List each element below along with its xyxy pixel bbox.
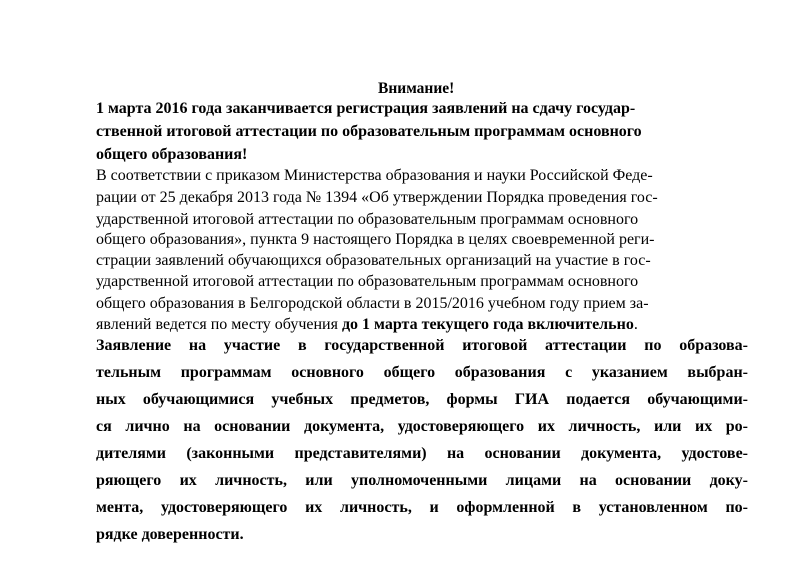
heading-line: общего образования! (96, 146, 248, 163)
body-last-line (96, 316, 638, 334)
body-last-end-text: . (633, 316, 638, 333)
body-line: В соответствии с приказом Министерства образования и науки Российской Феде- (96, 167, 653, 184)
heading-line: 1 марта 2016 года заканчивается регистрация заявлений на сдачу государ- (96, 100, 636, 117)
notice-line: мента, удостоверяющего их личность, и оформленной в установленном по- (96, 499, 748, 516)
body-line: общего образования», пункта 9 настоящего Порядка в целях своевременной реги- (96, 231, 655, 248)
notice-line: рядке доверенности. (96, 526, 244, 543)
notice-line: Заявление на участие в государственной итоговой аттестации по образова- (96, 337, 748, 354)
notice-line: тельным программам основного общего образования с указанием выбран- (96, 364, 748, 381)
body-line: общего образования в Белгородской области в 2015/2016 учебном году прием за- (96, 295, 649, 312)
body-line: ударственной итоговой аттестации по образовательным программам основного (96, 273, 639, 290)
body-line: рации от 25 декабря 2013 года № 1394 «Об утверждении Порядка проведения гос- (96, 189, 658, 206)
body-last-normal-text: явлений ведется по месту обучения (96, 316, 342, 333)
heading-line: ственной итоговой аттестации по образовательным программам основного (96, 123, 642, 140)
notice-line: ряющего их личность, или уполномоченными лицами на основании доку- (96, 472, 748, 489)
deadline-text: до 1 марта текущего года включительно (341, 316, 634, 333)
notice-line: ся лично на основании документа, удостоверяющего их личность, или их ро- (96, 418, 748, 435)
body-line: ударственной итоговой аттестации по образовательным программам основного (96, 211, 639, 228)
notice-line: ных обучающимися учебных предметов, формы ГИА подается обучающими- (96, 391, 748, 408)
notice-title: Внимание! (378, 80, 455, 97)
body-line: страции заявлений обучающихся образовательных организаций на участие в гос- (96, 252, 651, 269)
notice-line: дителями (законными представителями) на основании документа, удостове- (96, 445, 748, 462)
